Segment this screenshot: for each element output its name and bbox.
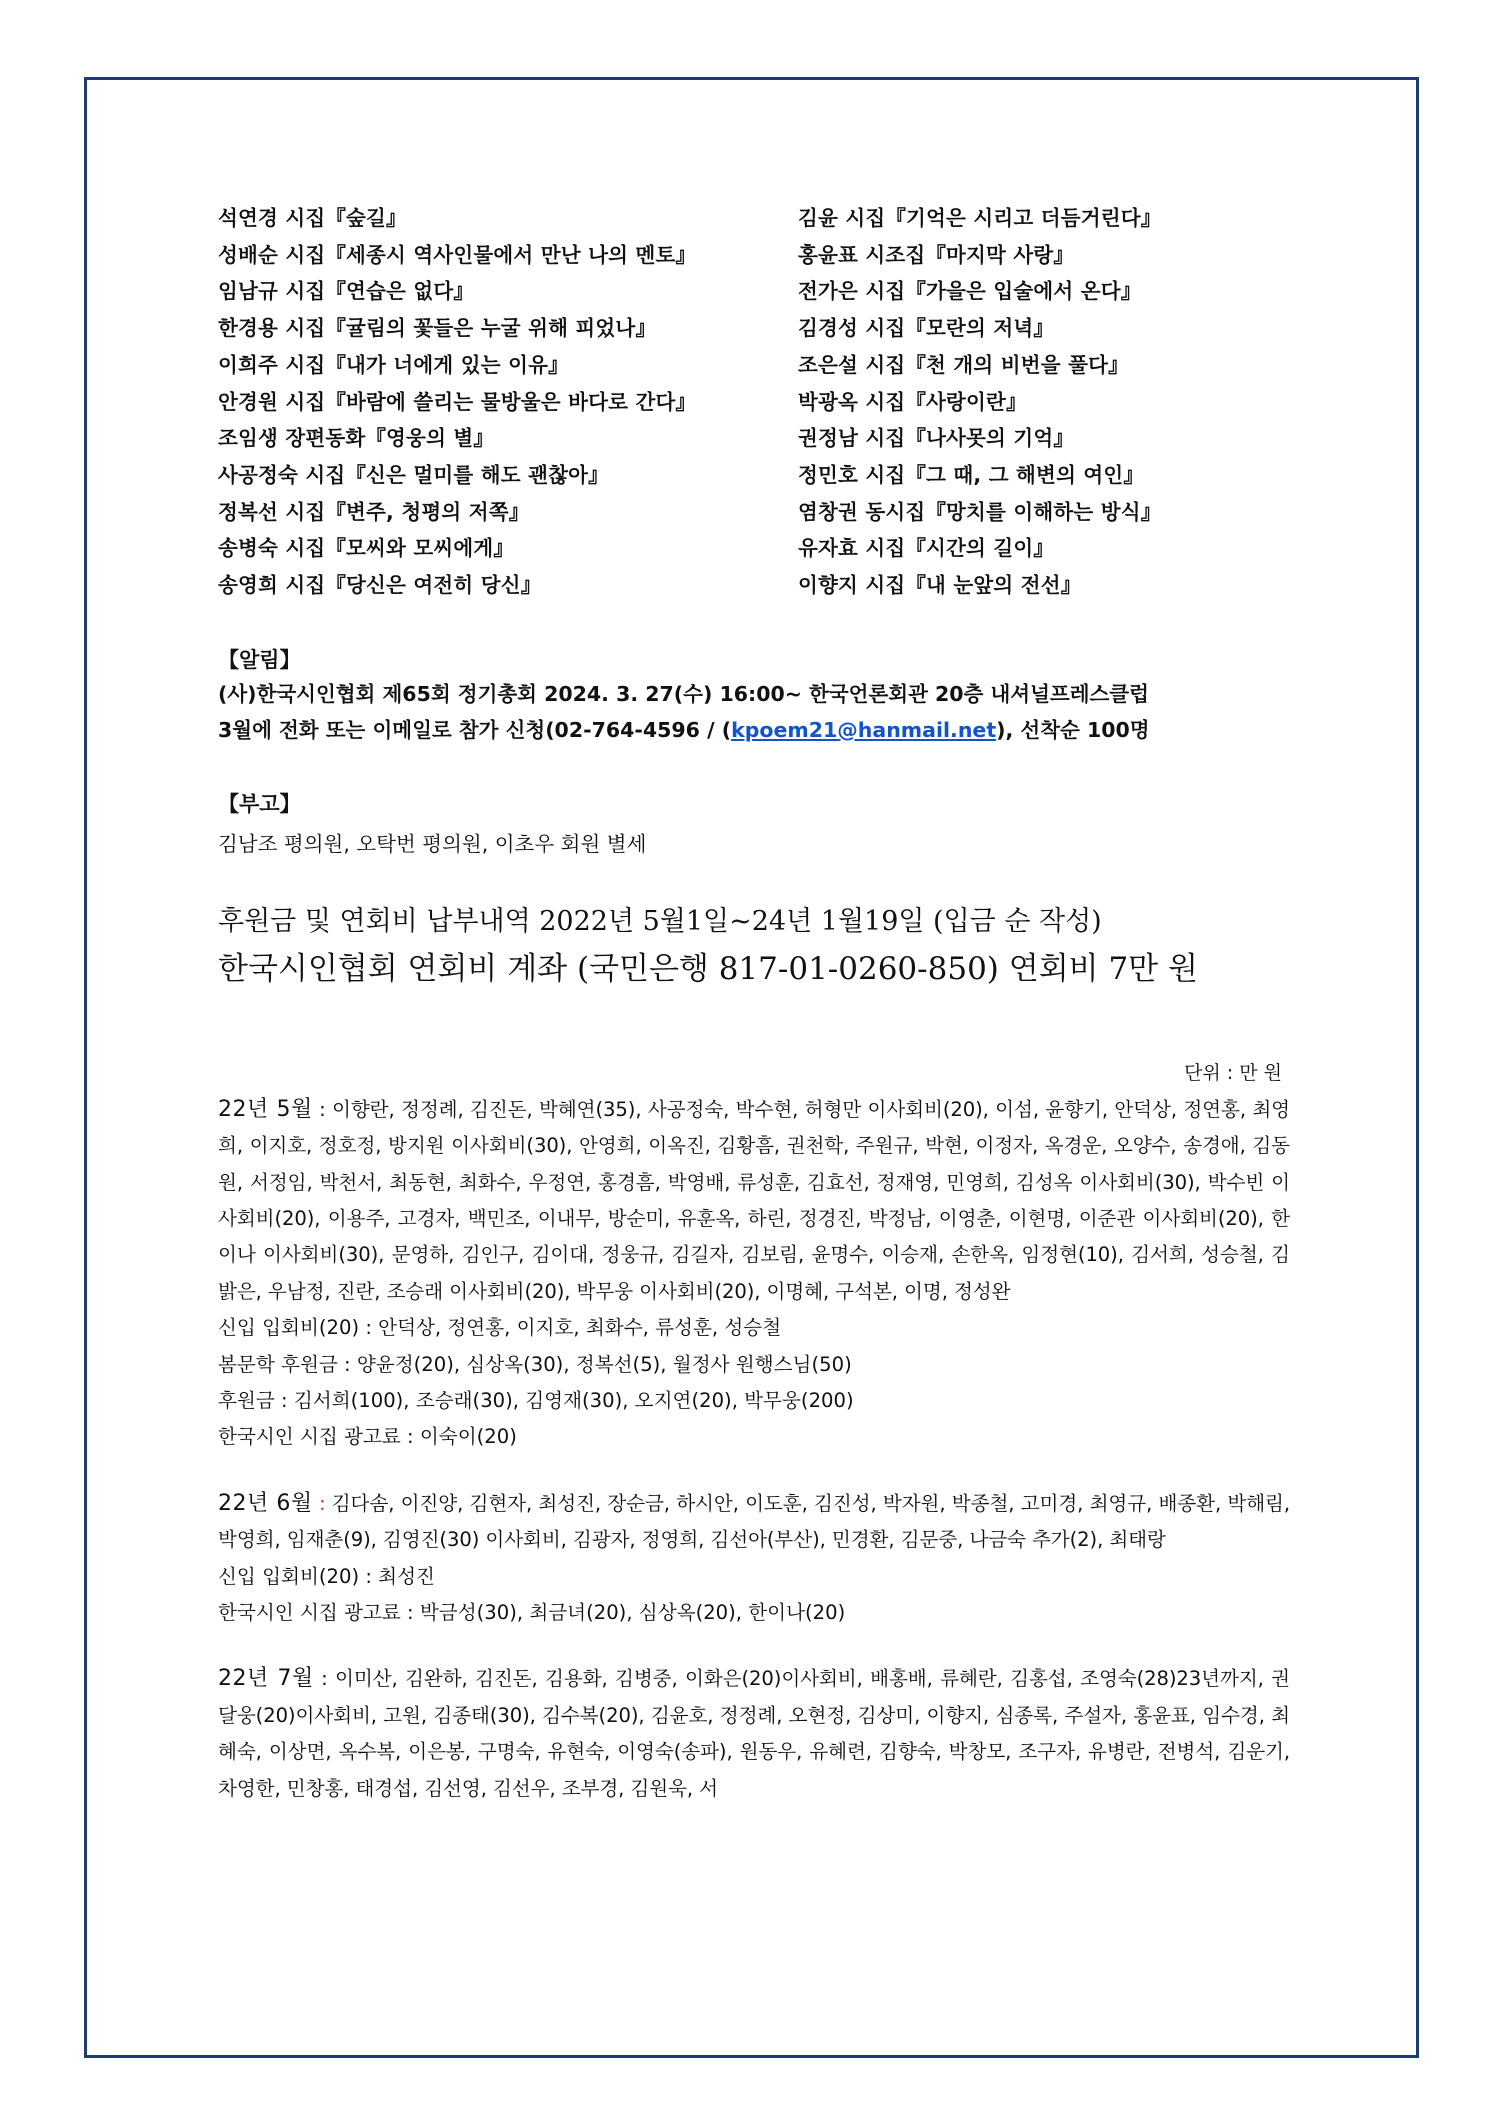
month-label: 22년 7월: [218, 1666, 314, 1692]
month-label: 22년 6월: [218, 1490, 313, 1516]
book-entry: 이향지 시집『내 눈앞의 전선』: [798, 573, 1082, 598]
obituary-text: 김남조 평의원, 오탁번 평의원, 이초우 회원 별세: [218, 831, 647, 856]
notice-text: 3월에 전화 또는 이메일로 참가 신청(02-764-4596 / (: [218, 717, 732, 742]
payment-line: 후원금 : 김서희(100), 조승래(30), 김영재(30), 오지연(20), 박무웅(200): [218, 1388, 854, 1412]
book-entry: 조임생 장편동화『영웅의 별』: [218, 426, 495, 451]
payment-line: 신입 입회비(20) : 안덕상, 정연홍, 이지호, 최화수, 류성훈, 성승철: [218, 1316, 782, 1340]
member-payments: [218, 1661, 1290, 1807]
member-list: 이향란, 정정례, 김진돈, 박혜연(35), 사공정숙, 박수현, 허형만 이사회비(20), 이섬, 윤향기, 안덕상, 정연홍, 최영희, 이지호, 정호정, 방지원 이사회비(30), 안영희, 이옥진, 김황흠, 권천학, 주원규, 박현, 이정자, 옥경운, 오양수, 송경애, 김동원, 서정임, 박천서, 최동현, 최화수, 우정연, 홍경흠, 박영배, 류성훈, 김효선, 정재영, 민영희, 김성옥 이사회비(30), 박수빈 이사회비(20), 이용주, 고경자, 백민조, 이내무, 방순미, 유훈옥, 하린, 정경진, 박정남, 이영춘, 이현명, 이준관 이사회비(20), 한이나 이사회비(30), 문영하, 김인구, 김이대, 정웅규, 김길자, 김보림, 윤명수, 이승재, 손한옥, 임정현(10), 김서희, 성승철, 김밝은, 우남정, 진란, 조승래 이사회비(20), 박무웅 이사회비(20), 이명혜, 구석본, 이명, 정성완: [218, 1097, 1290, 1303]
donation-period-title: 후원금 및 연회비 납부내역 2022년 5월1일~24년 1월19일 (입금 순 작성): [218, 905, 1102, 937]
email-link[interactable]: kpoem21@hanmail.net: [731, 717, 997, 742]
notice-line: [218, 712, 1290, 748]
member-payments: [218, 1092, 1290, 1310]
book-entry: 이희주 시집『내가 너에게 있는 이유』: [218, 352, 569, 377]
book-entry: 성배순 시집『세종시 역사인물에서 만난 나의 멘토』: [218, 242, 697, 267]
book-entry: 송병숙 시집『모씨와 모씨에게』: [218, 536, 515, 561]
book-entry: 박광옥 시집『사랑이란』: [798, 389, 1027, 414]
payment-line: 신입 입회비(20) : 최성진: [218, 1564, 435, 1588]
month-section-june: [218, 1486, 1290, 1632]
book-entry: 사공정숙 시집『신은 멀미를 해도 괜찮아』: [218, 462, 609, 487]
payment-line: 봄문학 후원금 : 양윤정(20), 심상옥(30), 정복선(5), 월정사 원행스님(50): [218, 1352, 852, 1376]
book-entry: 송영희 시집『당신은 여전히 당신』: [218, 573, 542, 598]
month-label: 22년 5월: [218, 1096, 313, 1122]
member-payments: [218, 1486, 1290, 1559]
book-entry: 정복선 시집『변주, 청평의 저쪽』: [218, 499, 530, 524]
book-entry: 홍윤표 시조집『마지막 사랑』: [798, 242, 1075, 267]
book-entry: 김윤 시집『기억은 시리고 더듬거린다』: [798, 206, 1162, 230]
notice-body: [218, 676, 1290, 748]
book-list: [218, 200, 1290, 604]
month-section-july: [218, 1661, 1290, 1807]
book-entry: 김경성 시집『모란의 저녁』: [798, 316, 1055, 341]
label-separator: :: [312, 1491, 332, 1515]
label-separator: :: [313, 1667, 336, 1691]
label-separator: :: [312, 1097, 333, 1121]
member-list: 김다솜, 이진양, 김현자, 최성진, 장순금, 하시안, 이도훈, 김진성, 박자원, 박종철, 고미경, 최영규, 배종환, 박해림, 박영희, 임재춘(9), 김영진(30) 이사회비, 김광자, 정영희, 김선아(부산), 민경환, 김문중, 나금숙 추가(2), 최태랑: [218, 1491, 1290, 1552]
member-list: 이미산, 김완하, 김진돈, 김용화, 김병중, 이화은(20)이사회비, 배홍배, 류혜란, 김홍섭, 조영숙(28)23년까지, 권달웅(20)이사회비, 고원, 김종태(30), 김수복(20), 김윤호, 정정례, 오현정, 김상미, 이향지, 심종록, 주설자, 홍윤표, 임수경, 최혜숙, 이상면, 옥수복, 이은봉, 구명숙, 유현숙, 이영숙(송파), 원동우, 유혜련, 김향숙, 박창모, 조구자, 유병란, 전병석, 김운기, 차영한, 민창홍, 태경섭, 김선영, 김선우, 조부경, 김원욱, 서: [218, 1667, 1290, 1800]
notice-text: ), 선착순 100명: [996, 717, 1150, 742]
book-entry: 석연경 시집『숲길』: [218, 206, 407, 230]
payment-line: 한국시인 시집 광고료 : 박금성(30), 최금녀(20), 심상옥(20), 한이나(20): [218, 1601, 846, 1625]
book-entry: 정민호 시집『그 때, 그 해변의 여인』: [798, 462, 1145, 487]
book-entry: 조은설 시집『천 개의 비번을 풀다』: [798, 352, 1129, 377]
book-entry: 권정남 시집『나사못의 기억』: [798, 426, 1075, 451]
book-entry: 임남규 시집『연습은 없다』: [218, 279, 475, 304]
notice-heading: 【알림】: [218, 647, 301, 672]
book-entry: 유자효 시집『시간의 길이』: [798, 536, 1055, 561]
document-content: [218, 200, 1290, 1807]
book-entry: 염창권 동시집『망치를 이해하는 방식』: [798, 499, 1162, 524]
book-entry: 안경원 시집『바람에 쓸리는 물방울은 바다로 간다』: [218, 389, 697, 414]
notice-line: (사)한국시인협회 제65회 정기총회 2024. 3. 27(수) 16:00~ 한국언론회관 20층 내셔널프레스클럽: [218, 681, 1149, 706]
payment-line: 한국시인 시집 광고료 : 이숙이(20): [218, 1425, 517, 1449]
month-section-may: [218, 1092, 1290, 1456]
book-entry: 전가은 시집『가을은 입술에서 온다』: [798, 279, 1142, 304]
book-entry: 한경용 시집『귤림의 꽃들은 누굴 위해 피었나』: [218, 316, 657, 341]
obituary-heading: 【부고】: [218, 791, 301, 816]
account-title: 한국시인협회 연회비 계좌 (국민은행 817-01-0260-850) 연회비 7만 원: [218, 950, 1198, 987]
unit-label: 단위 : 만 원: [1184, 1061, 1282, 1084]
